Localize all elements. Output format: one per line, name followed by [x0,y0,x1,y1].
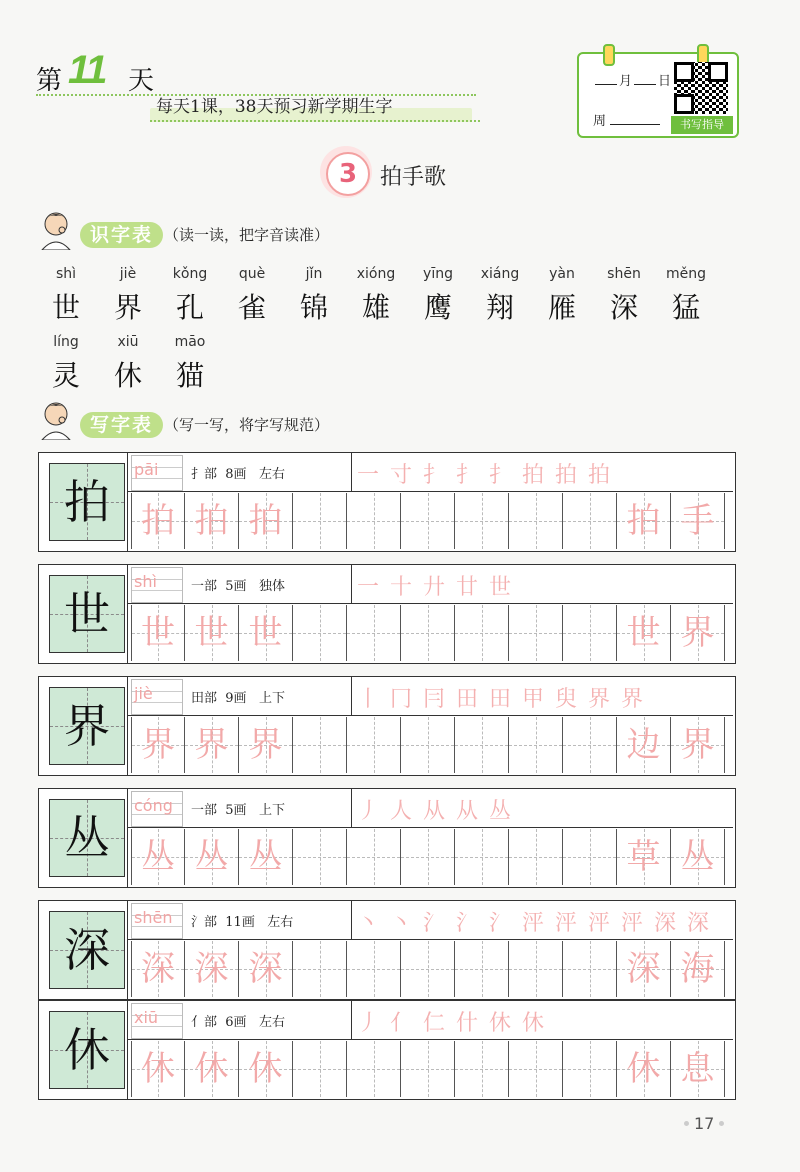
structure: 左右 [258,467,285,482]
trace-char: 深 [141,949,175,989]
practice-cell[interactable] [239,1041,293,1097]
pinyin: xiū [117,334,139,350]
pinyin: kǒng [172,266,208,282]
char-reading-item [160,266,220,326]
writing-row [38,900,736,1000]
hanzi: 孔 [175,291,204,324]
hanzi: 休 [113,359,142,392]
lesson-number: 3 [326,152,370,196]
practice-cell[interactable] [185,941,239,997]
practice-cell[interactable] [671,829,725,885]
recognize-header [36,208,396,248]
trace-char: 深 [194,949,229,989]
stroke-order-text: 一 十 廾 廿 世 [357,575,513,600]
stroke-order-text: 丶 丶 氵 氵 氵 泙 泙 泙 泙 深 深 [357,911,711,936]
stroke-order-text: 丿 人 从 从 丛 [357,799,513,824]
date-card [577,52,739,138]
practice-cell[interactable] [131,605,185,661]
practice-cell[interactable] [347,605,401,661]
pinyin-trace: cóng [134,796,173,815]
practice-cell[interactable] [401,605,455,661]
stroke-count: 8画 [225,467,247,482]
practice-cell[interactable] [509,941,563,997]
char-reading-item [470,266,530,326]
trace-char: 界 [194,725,229,765]
pinyin: shēn [607,266,641,282]
structure: 上下 [258,803,285,818]
practice-cell[interactable] [617,717,671,773]
pinyin-box [131,1003,183,1039]
word-char: 息 [680,1049,715,1089]
pinyin: shì [55,266,77,282]
radical: 氵部 [191,915,218,930]
practice-cells [131,941,725,997]
practice-cell[interactable] [509,493,563,549]
hanzi: 界 [113,291,142,324]
hanzi: 深 [609,291,638,324]
model-char: 深 [64,923,110,977]
date-month-day: 月 日 [593,70,671,89]
pinyin: xiáng [480,266,520,282]
pinyin-trace: shēn [134,908,173,927]
practice-cell[interactable] [131,941,185,997]
word-char: 边 [626,725,661,765]
char-reading-item [98,334,158,394]
char-info [191,911,293,930]
practice-cell[interactable] [131,829,185,885]
model-char: 丛 [64,811,110,865]
practice-cells [131,1041,725,1097]
practice-cell[interactable] [293,1041,347,1097]
writing-row [38,1000,736,1100]
word-char: 丛 [680,837,715,877]
practice-cell[interactable] [401,1041,455,1097]
practice-cell[interactable] [347,941,401,997]
radical: 扌部 [191,467,218,482]
char-info [191,1011,285,1030]
hanzi: 雄 [361,291,390,324]
stroke-count: 11画 [225,915,255,930]
practice-cell[interactable] [239,605,293,661]
pinyin: jiè [119,266,137,282]
hanzi: 猫 [175,359,204,392]
pinyin-box [131,903,183,939]
pinyin: měng [665,266,706,282]
hanzi: 翔 [485,291,514,324]
structure: 独体 [258,579,285,594]
char-info [191,463,285,482]
pinyin-trace: xiū [134,1008,159,1027]
hanzi: 世 [51,291,80,324]
structure: 左右 [267,915,294,930]
practice-cell[interactable] [509,717,563,773]
practice-cell[interactable] [563,717,617,773]
trace-char: 拍 [194,501,229,541]
practice-cell[interactable] [185,493,239,549]
word-char: 海 [680,949,715,989]
model-char-box [49,463,125,541]
char-reading-item [98,266,158,326]
practice-cell[interactable] [671,717,725,773]
char-reading-item [222,266,282,326]
pinyin-trace: jiè [134,684,153,703]
subtitle-divider [150,120,480,122]
writing-row [38,676,736,776]
trace-char: 丛 [141,837,175,877]
practice-cell[interactable] [455,1041,509,1097]
practice-cell[interactable] [239,493,293,549]
pinyin: xióng [356,266,396,282]
trace-char: 世 [194,613,229,653]
stroke-count: 6画 [225,1015,247,1030]
practice-cell[interactable] [293,941,347,997]
word-char: 休 [626,1049,661,1089]
practice-cell[interactable] [293,829,347,885]
char-info [191,687,285,706]
radical: 一部 [191,803,218,818]
practice-cell[interactable] [347,829,401,885]
radical: 亻部 [191,1015,218,1030]
word-char: 深 [626,949,661,989]
practice-cell[interactable] [509,829,563,885]
recognize-label: 识字表 [80,222,163,248]
word-char: 界 [680,725,715,765]
trace-char: 休 [248,1049,283,1089]
practice-cell[interactable] [239,941,293,997]
practice-cell[interactable] [455,493,509,549]
pinyin-trace: shì [134,572,157,591]
student-writing-icon [36,398,78,440]
lesson-name: 拍手歌 [380,165,447,190]
radical: 田部 [191,691,218,706]
stroke-order [353,791,723,825]
trace-char: 拍 [248,501,283,541]
practice-cell[interactable] [347,717,401,773]
stroke-order-text: 丿 亻 仁 什 休 休 [357,1011,546,1036]
model-char: 休 [64,1023,110,1077]
practice-cell[interactable] [185,605,239,661]
practice-cell[interactable] [617,1041,671,1097]
pinyin-box [131,455,183,491]
stroke-order-text: 一 寸 扌 扌 扌 拍 拍 拍 [357,463,612,488]
hanzi: 猛 [671,291,700,324]
practice-cell[interactable] [455,829,509,885]
subtitle-text: 每天1课，38天预习新学期生字 [156,97,393,117]
practice-cell[interactable] [185,829,239,885]
writing-row [38,564,736,664]
hanzi: 鹰 [423,291,452,324]
stroke-count: 5画 [225,803,247,818]
practice-cells [131,717,725,773]
practice-cell[interactable] [401,829,455,885]
trace-char: 世 [248,613,283,653]
practice-cell[interactable] [617,605,671,661]
pinyin-box [131,791,183,827]
practice-cell[interactable] [293,605,347,661]
char-reading-item [346,266,406,326]
practice-cells [131,605,725,661]
trace-char: 世 [141,613,175,653]
practice-cells [131,493,725,549]
char-info [191,575,285,594]
qr-code-icon[interactable] [674,62,728,114]
practice-cell[interactable] [563,1041,617,1097]
model-char-box [49,1011,125,1089]
stroke-order [353,903,723,937]
page-number: 17 [694,1114,715,1133]
practice-cell[interactable] [563,829,617,885]
practice-cell[interactable] [563,493,617,549]
practice-cell[interactable] [455,717,509,773]
trace-char: 丛 [194,837,229,877]
structure: 左右 [258,1015,285,1030]
practice-cell[interactable] [563,605,617,661]
student-reading-icon [36,208,78,250]
practice-cell[interactable] [347,1041,401,1097]
trace-char: 拍 [141,501,175,541]
practice-cell[interactable] [509,1041,563,1097]
practice-cell[interactable] [401,493,455,549]
hanzi: 灵 [51,359,80,392]
char-reading-item [36,334,96,394]
practice-cell[interactable] [671,941,725,997]
practice-cell[interactable] [131,493,185,549]
char-reading-item [594,266,654,326]
hanzi: 雀 [237,291,266,324]
pinyin: yīng [423,266,453,282]
writing-row [38,788,736,888]
pinyin: què [238,266,266,282]
practice-cell[interactable] [347,493,401,549]
stroke-order [353,567,723,601]
stroke-order [353,679,723,713]
char-reading-item [284,266,344,326]
pinyin: líng [53,334,79,350]
trace-char: 休 [141,1049,175,1089]
write-label: 写字表 [80,412,163,438]
practice-cell[interactable] [185,1041,239,1097]
writing-row [38,452,736,552]
pinyin: jǐn [305,266,323,282]
day-suffix: 天 [128,66,155,96]
practice-cell[interactable] [239,829,293,885]
stroke-order [353,1003,723,1037]
model-char-box [49,911,125,989]
char-reading-item [36,266,96,326]
char-reading-item [160,334,220,394]
radical: 一部 [191,579,218,594]
hanzi: 锦 [299,291,328,324]
practice-cell[interactable] [455,941,509,997]
stroke-order [353,455,723,489]
practice-cell[interactable] [617,493,671,549]
stroke-count: 9画 [225,691,247,706]
practice-cell[interactable] [131,717,185,773]
model-char-box [49,687,125,765]
day-number: 11 [68,48,106,92]
char-reading-item [532,266,592,326]
practice-cells [131,829,725,885]
practice-cell[interactable] [131,1041,185,1097]
model-char-box [49,575,125,653]
write-note: （写一写，将字写规范） [164,416,330,434]
trace-char: 丛 [248,837,283,877]
practice-cell[interactable] [185,717,239,773]
practice-cell[interactable] [671,605,725,661]
char-reading-item [656,266,716,326]
word-char: 界 [680,613,715,653]
structure: 上下 [258,691,285,706]
practice-cell[interactable] [617,941,671,997]
word-char: 草 [626,837,661,877]
practice-cell[interactable] [455,605,509,661]
trace-char: 界 [248,725,283,765]
date-week: 周 [593,110,660,129]
trace-char: 休 [194,1049,229,1089]
stroke-order-text: 丨 冂 冃 田 田 甲 臾 界 界 [357,687,645,712]
word-char: 手 [680,501,715,541]
practice-cell[interactable] [401,717,455,773]
hanzi: 雁 [547,291,576,324]
day-title [36,48,156,100]
practice-cell[interactable] [239,717,293,773]
pinyin: yàn [549,266,575,282]
model-char: 世 [64,587,110,641]
word-char: 世 [626,613,661,653]
practice-cell[interactable] [563,941,617,997]
model-char: 拍 [64,475,110,529]
pinyin-box [131,567,183,603]
word-char: 拍 [626,501,661,541]
recognize-note: （读一读，把字音读准） [164,226,330,244]
qr-label: 书写指导 [671,116,733,134]
practice-cell[interactable] [617,829,671,885]
char-info [191,799,285,818]
practice-cell[interactable] [293,717,347,773]
write-header [36,398,396,438]
practice-cell[interactable] [293,493,347,549]
practice-cell[interactable] [401,941,455,997]
trace-char: 界 [141,725,175,765]
practice-cell[interactable] [509,605,563,661]
practice-cell[interactable] [671,493,725,549]
trace-char: 深 [248,949,283,989]
pinyin-box [131,679,183,715]
char-reading-item [408,266,468,326]
stroke-count: 5画 [225,579,247,594]
pinyin-trace: pāi [134,460,159,479]
pinyin: māo [174,334,206,350]
model-char-box [49,799,125,877]
day-prefix: 第 [36,66,63,96]
practice-cell[interactable] [671,1041,725,1097]
model-char: 界 [64,699,110,753]
